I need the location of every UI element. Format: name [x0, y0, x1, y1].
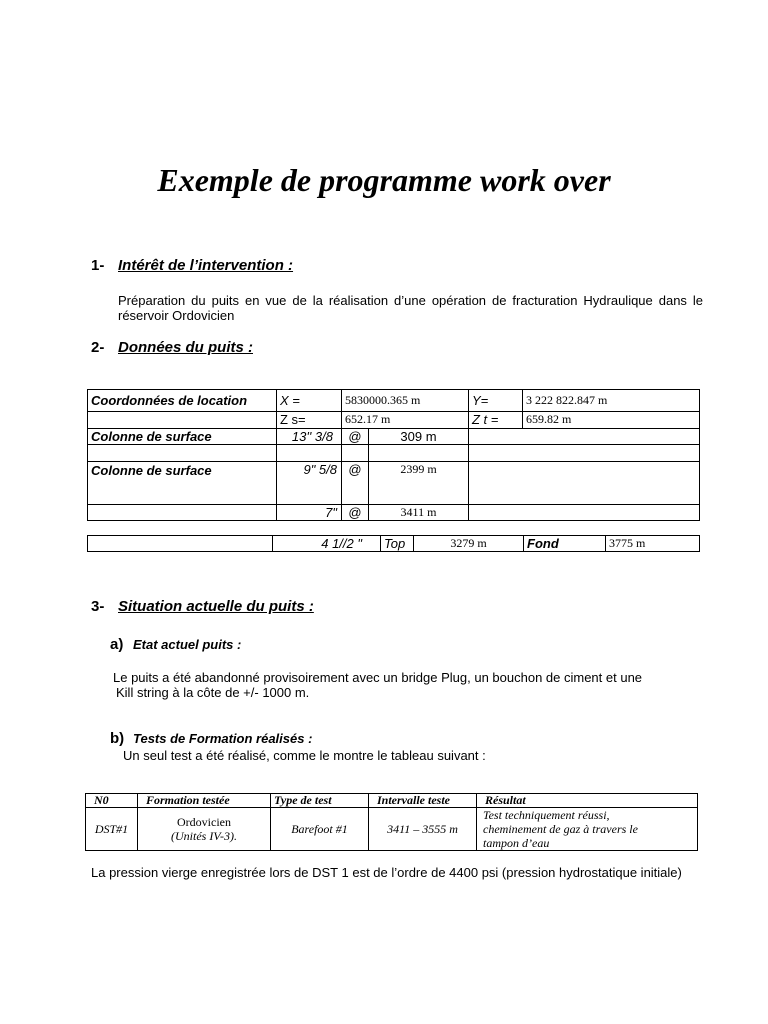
top-label: Top	[381, 536, 414, 552]
empty-cell	[469, 429, 700, 445]
test-resultat-line-3: tampon d’eau	[483, 836, 550, 850]
pressure-text: La pression vierge enregistrée lors de DST 1 est de l’ordre de 4400 psi (pression hydrostatique initiale)	[91, 865, 682, 880]
subsection-b-number: b)	[110, 730, 125, 747]
empty-cell	[277, 445, 342, 462]
table-row	[88, 462, 700, 505]
section-3-label: Situation actuelle du puits :	[118, 598, 314, 615]
empty-cell	[88, 412, 277, 429]
casing-depth-3: 3411 m	[369, 505, 469, 521]
test-formation-line-2: (Unités IV-3).	[171, 829, 237, 843]
section-2-label: Données du puits :	[118, 339, 253, 356]
table-row	[88, 429, 700, 445]
zs-value: 652.17 m	[342, 412, 469, 429]
x-value: 5830000.365 m	[342, 390, 469, 412]
test-formation	[138, 808, 271, 851]
table-row	[88, 412, 700, 429]
empty-cell	[88, 505, 277, 521]
table-row	[88, 505, 700, 521]
section-3-heading	[91, 598, 314, 615]
empty-cell	[342, 445, 369, 462]
subsection-b-heading	[110, 730, 312, 747]
surface-column-label-2: Colonne de surface	[88, 462, 277, 505]
subsection-a-heading	[110, 636, 241, 653]
empty-cell	[469, 445, 700, 462]
section-1-heading	[91, 257, 293, 274]
location-label: Coordonnées de location	[88, 390, 277, 412]
zs-label: Z s=	[277, 412, 342, 429]
test-resultat	[477, 808, 698, 851]
test-formation-line-1: Ordovicien	[177, 815, 231, 829]
table-header-row	[86, 794, 698, 808]
well-data-table	[87, 389, 700, 521]
zt-value: 659.82 m	[523, 412, 700, 429]
subsection-a-line-2: Kill string à la côte de +/- 1000 m.	[116, 685, 310, 700]
subsection-a-label: Etat actuel puits :	[133, 637, 242, 652]
section-2-heading	[91, 339, 253, 356]
casing-size-1: 13'' 3/8	[277, 429, 342, 445]
casing-depth-1: 309 m	[369, 429, 469, 445]
empty-cell	[369, 445, 469, 462]
table-row	[88, 445, 700, 462]
top-value: 3279 m	[414, 536, 524, 552]
subsection-a-line-1: Le puits a été abandonné provisoirement avec un bridge Plug, un bouchon de ciment et une	[113, 670, 643, 685]
test-number: DST#1	[86, 808, 138, 851]
section-3-number: 3-	[91, 598, 105, 615]
casing-size-2: 9" 5/8	[277, 462, 342, 505]
subsection-a-number: a)	[110, 636, 124, 653]
fond-label: Fond	[524, 536, 606, 552]
table-row	[86, 808, 698, 851]
test-intervalle: 3411 – 3555 m	[369, 808, 477, 851]
header-resultat: Résultat	[477, 794, 698, 808]
empty-cell	[88, 445, 277, 462]
table-row	[88, 390, 700, 412]
header-formation: Formation testée	[138, 794, 271, 808]
at-sign-1: @	[342, 429, 369, 445]
fond-value: 3775 m	[606, 536, 700, 552]
table-row	[88, 536, 700, 552]
formation-test-table	[85, 793, 698, 851]
test-resultat-line-2: cheminement de gaz à travers le	[483, 822, 638, 836]
empty-cell	[88, 536, 273, 552]
empty-cell	[469, 505, 700, 521]
surface-column-label-1: Colonne de surface	[88, 429, 277, 445]
section-1-number: 1-	[91, 257, 105, 274]
section-1-text: Préparation du puits en vue de la réalisation d’une opération de fracturation Hydraulique dans le réservoir Ordovicien	[118, 293, 703, 323]
at-sign-2: @	[342, 462, 369, 505]
casing-depth-2: 2399 m	[369, 462, 469, 505]
at-sign-3: @	[342, 505, 369, 521]
liner-size: 4 1//2 "	[273, 536, 381, 552]
empty-cell	[469, 462, 700, 505]
y-label: Y=	[469, 390, 523, 412]
subsection-b-label: Tests de Formation réalisés :	[133, 731, 313, 746]
test-type: Barefoot #1	[271, 808, 369, 851]
y-value: 3 222 822.847 m	[523, 390, 700, 412]
subsection-b-text: Un seul test a été réalisé, comme le montre le tableau suivant :	[123, 748, 486, 763]
casing-size-3: 7"	[277, 505, 342, 521]
header-intervalle: Intervalle teste	[369, 794, 477, 808]
header-n0: N0	[86, 794, 138, 808]
liner-table	[87, 535, 700, 552]
x-label: X =	[277, 390, 342, 412]
header-type: Type de test	[271, 794, 369, 808]
section-2-number: 2-	[91, 339, 105, 356]
zt-label: Z t =	[469, 412, 523, 429]
section-1-label: Intérêt de l’intervention :	[118, 257, 294, 274]
page-title: Exemple de programme work over	[157, 162, 611, 198]
test-resultat-line-1: Test techniquement réussi,	[483, 808, 610, 822]
